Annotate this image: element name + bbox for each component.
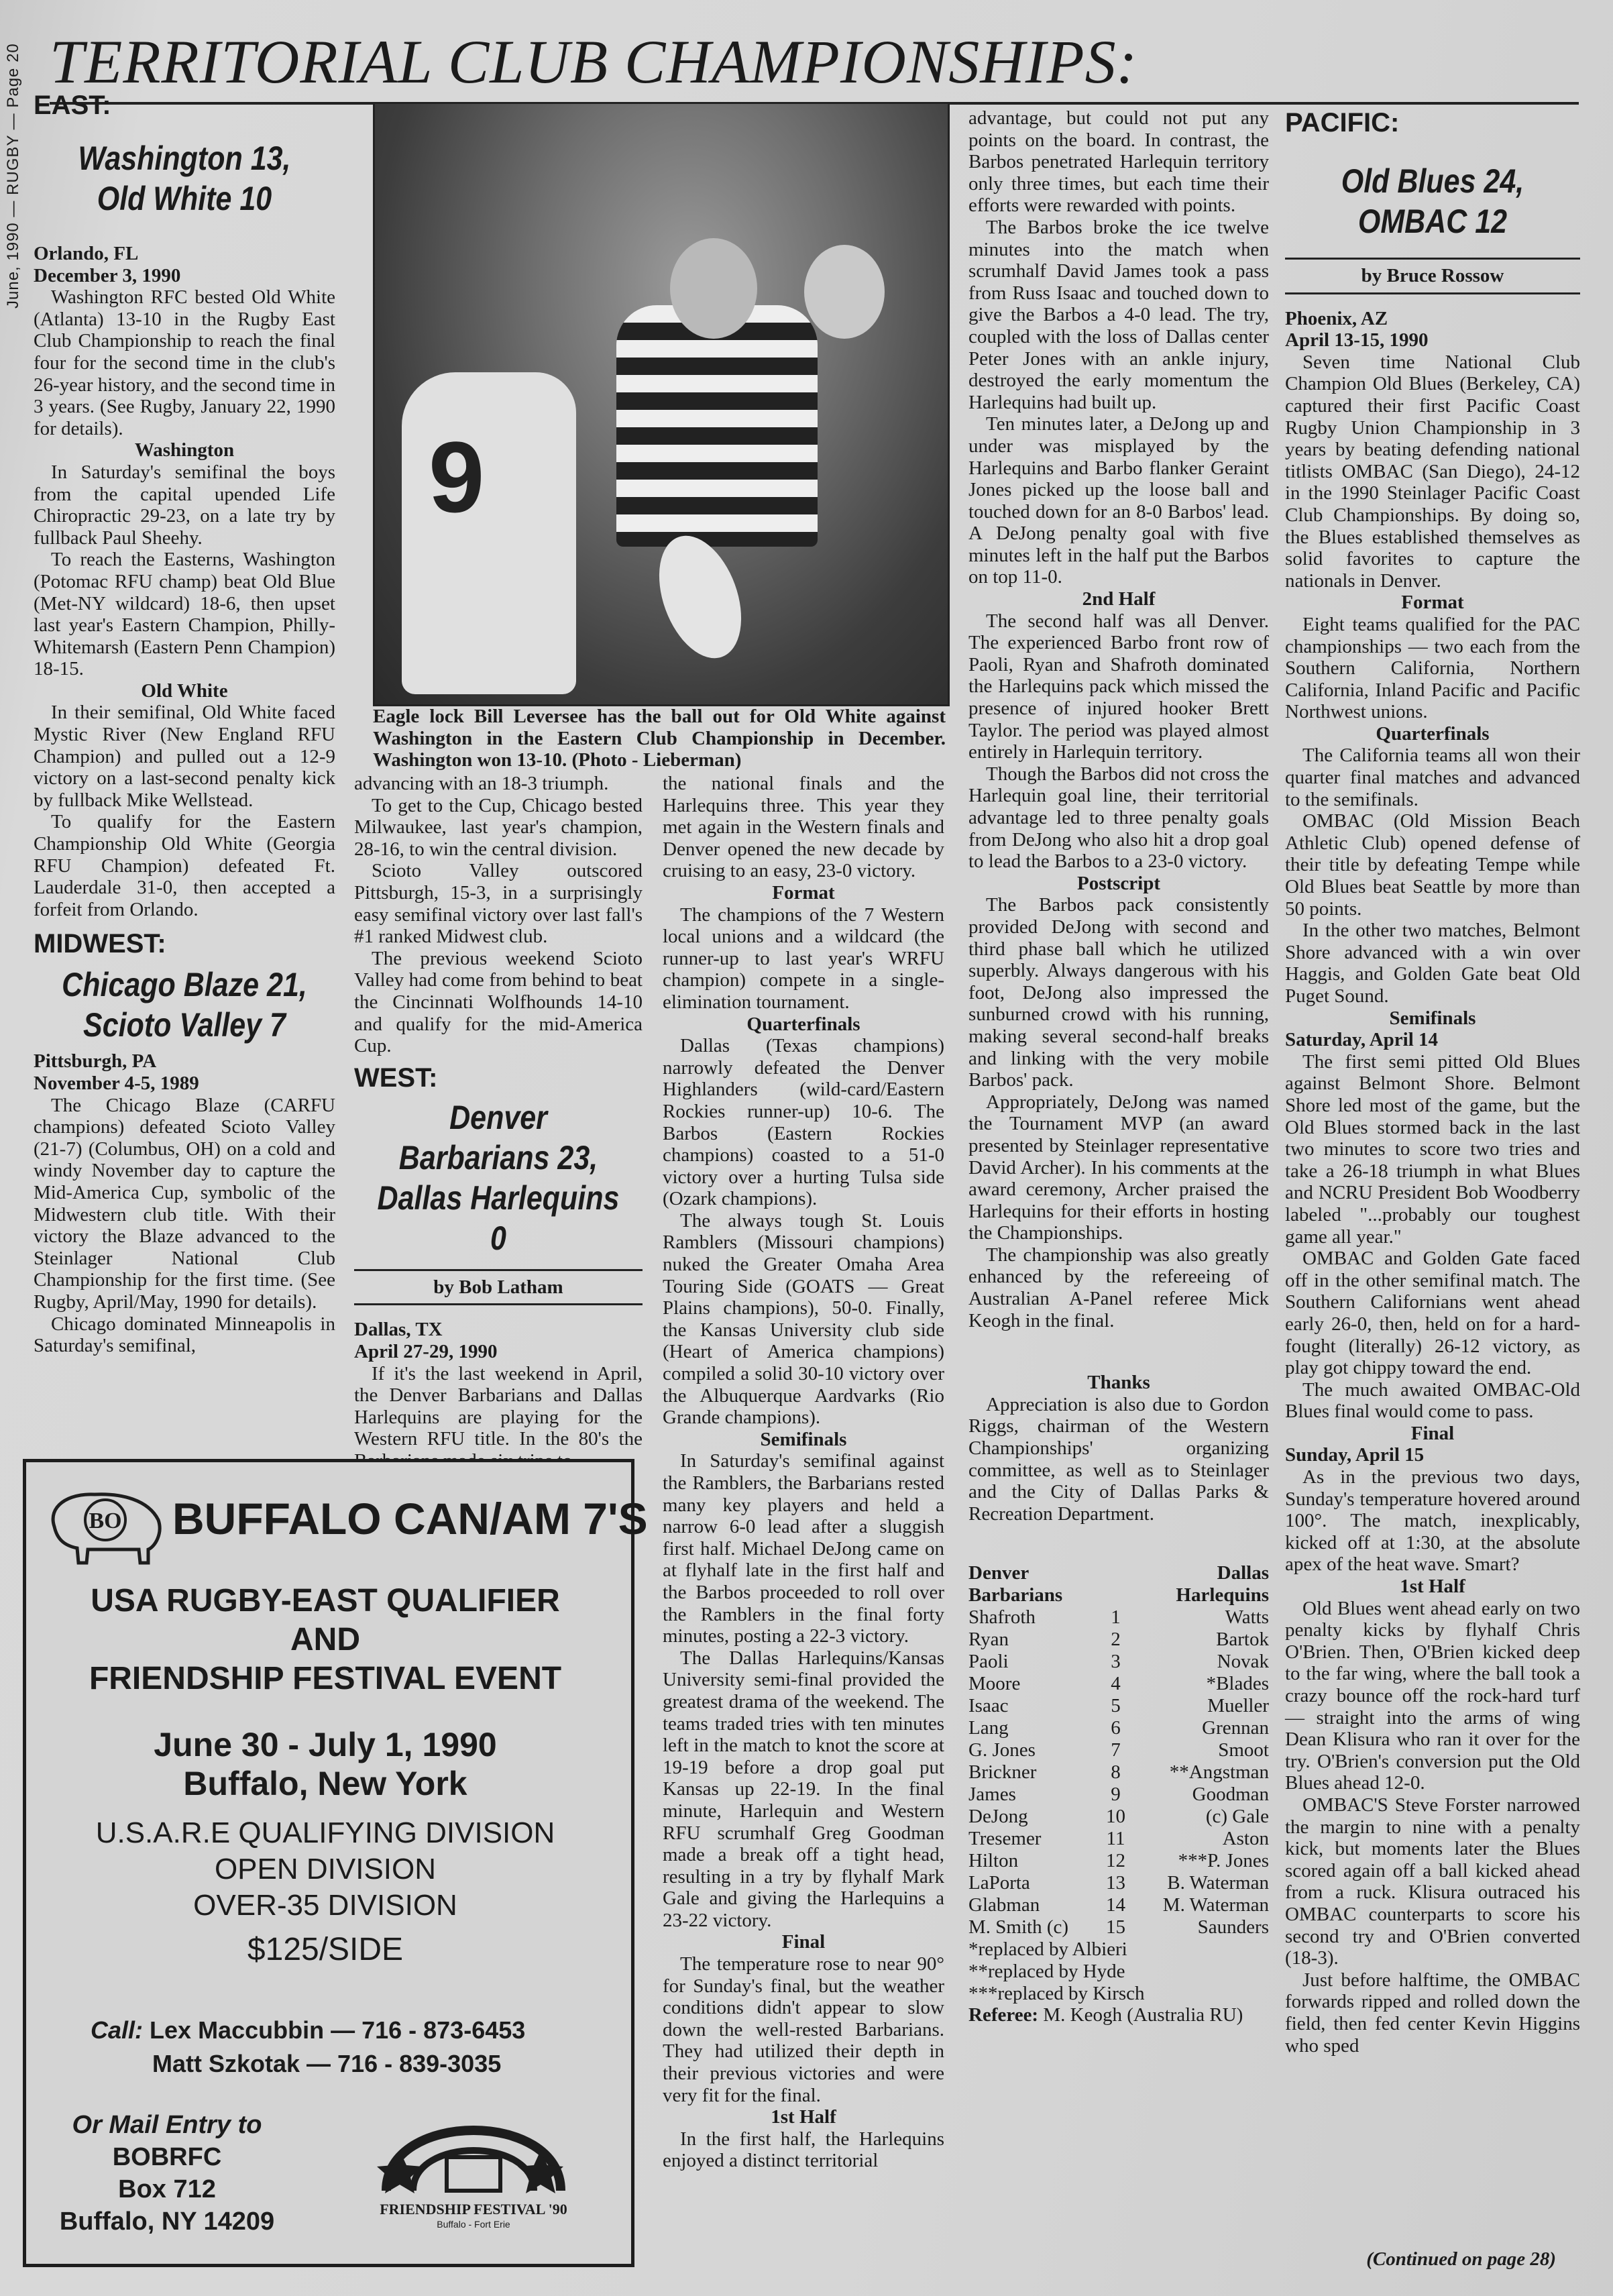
player-denver: M. Smith (c) — [968, 1916, 1069, 1938]
player-dallas: Saunders — [1197, 1916, 1269, 1938]
position-number: 5 — [1111, 1695, 1121, 1717]
subhead: Format — [772, 881, 835, 904]
paragraph: The first semi pitted Old Blues against Belmont Shore. Belmont Shore led most of the game, but the Old Blues stormed back in the last two minutes to score two tries and take a 26-18 triumph in what Blues and NCRU President Bob Woodberry labeled "...probably our toughest game all year." — [1285, 1050, 1580, 1248]
contact-line — [91, 2014, 614, 2047]
lineup-row — [968, 1695, 1269, 1717]
paragraph: The second half was all Denver. The experienced Barbo front row of Paoli, Ryan and Shafroth dominated the Harlequins pack which missed the presence of injured hooker Brett Taylor. The period was played almost entirely in Harlequin territory. — [968, 610, 1269, 763]
headline-midwest — [55, 965, 315, 1045]
paragraph: Ten minutes later, a DeJong up and under was misplayed by the Harlequins and Barbo flanker Geraint Jones picked up the loose ball and touched down for an 8-0 Barbos' lead. A DeJong penalty goal with five minutes left in the half put the Barbos on top 11-0. — [968, 413, 1269, 588]
dateline-place: Phoenix, AZ — [1285, 307, 1388, 329]
ad-contact — [91, 2014, 614, 2081]
player-denver: Brickner — [968, 1761, 1037, 1784]
dateline-date: April 13-15, 1990 — [1285, 329, 1429, 351]
lineup-rows — [968, 1606, 1269, 1938]
byline: by Bruce Rossow — [1285, 258, 1580, 294]
paragraph: advantage, but could not put any points on the board. In contrast, the Barbos penetrated Harlequin territory only three times, but each time their efforts were rewarded with points. — [968, 107, 1269, 217]
position-number: 2 — [1111, 1629, 1121, 1651]
paragraph: The championship was also greatly enhanced by the refereeing of Australian A-Panel referee Mick Keogh in the final. — [968, 1244, 1269, 1331]
headline-line: Denver — [449, 1098, 547, 1136]
player-denver: Shafroth — [968, 1606, 1036, 1629]
lineup-row — [968, 1651, 1269, 1673]
jersey-number: 9 — [429, 421, 485, 533]
headline-line: Dallas Harlequins 0 — [377, 1179, 620, 1257]
paragraph: The temperature rose to near 90° for Sunday's final, but the weather conditions didn't appear to slow down the well-rested Barbarians. They had utilized their depth in their previous victories and were very fit for the final. — [663, 1953, 944, 2106]
player-denver: G. Jones — [968, 1739, 1036, 1761]
subhead: Old White — [141, 679, 228, 702]
referee-name: M. Keogh (Australia RU) — [1043, 2004, 1243, 2026]
paragraph: Dallas (Texas champions) narrowly defeated the Denver Highlanders (wild-card/Eastern Rockies runner-up) 10-6. The Barbos (Eastern Rockies champions) coasted to a 51-0 victory over a hurting Tulsa side (Ozark champions). — [663, 1035, 944, 1210]
headline-line: Chicago Blaze 21, — [62, 966, 307, 1004]
paragraph: Eight teams qualified for the PAC championships — two each from the Southern California, Northern California, Inland Pacific and Pacific Northwest unions. — [1285, 613, 1580, 723]
paragraph: In Saturday's semifinal the boys from the capital upended Life Chiropractic 29-23, on a late try by fullback Paul Sheehy. — [34, 461, 335, 549]
column-west-start — [354, 773, 643, 1472]
column-west-end — [968, 107, 1269, 2026]
paragraph: Just before halftime, the OMBAC forwards ripped and rolled down the field, then fed center Kevin Higgins who sped — [1285, 1969, 1580, 2057]
subhead: 1st Half — [1400, 1576, 1465, 1598]
friendship-festival-logo — [363, 2083, 584, 2238]
headline-pacific — [1306, 161, 1559, 241]
player-denver: Paoli — [968, 1651, 1009, 1673]
position-number: 8 — [1111, 1761, 1121, 1784]
paragraph: In the other two matches, Belmont Shore advanced with a win over Haggis, and Golden Gate beat Old Puget Sound. — [1285, 920, 1580, 1007]
player-dallas: B. Waterman — [1167, 1872, 1269, 1894]
player-dallas: Bartok — [1216, 1629, 1269, 1651]
ad-division: U.S.A.R.E QUALIFYING DIVISION — [95, 1816, 555, 1849]
paragraph: The Dallas Harlequins/Kansas University semi-final provided the greatest drama of the weekend. The teams traded tries with ten minutes left in the match to knot the score at 19-19 before a drop goal put Kansas up 22-19. In the final minute, Harlequin and Western RFU scrumhalf Greg Goodman made a break off a tight head, resulting in a try by flyhalf Mark Gale and giving the Harlequins a 23-22 victory. — [663, 1647, 944, 1931]
headline-east — [55, 138, 315, 219]
team-name: Harlequins — [1176, 1584, 1269, 1606]
player-denver: Lang — [968, 1717, 1009, 1739]
player-denver: Tresemer — [968, 1828, 1042, 1850]
paragraph: If it's the last weekend in April, the Denver Barbarians and Dallas Harlequins are playing for the Western RFU title. In the 80's the — [354, 1362, 643, 1450]
subhead: 1st Half — [771, 2106, 836, 2128]
paragraph: Scioto Valley outscored Pittsburgh, 15-3, in a surprisingly easy semifinal victory over last fall's #1 ranked Midwest club. — [354, 860, 643, 948]
referee-label: Referee: — [968, 2004, 1039, 2026]
player-denver: Glabman — [968, 1894, 1040, 1916]
team-header-denver — [968, 1562, 1095, 1606]
festival-arch-icon — [373, 2083, 574, 2197]
lineup-row — [968, 1606, 1269, 1629]
player-head — [804, 245, 885, 339]
mail-line: Buffalo, NY 14209 — [59, 2207, 275, 2236]
ad-division: OVER-35 DIVISION — [193, 1889, 457, 1922]
paragraph: The previous weekend Scioto Valley had come from behind to beat the Cincinnati Wolfhounds 14-10 and qualify for the mid-America Cup. — [354, 947, 643, 1057]
subhead: Final — [1410, 1422, 1455, 1444]
position-number: 6 — [1111, 1717, 1121, 1739]
lineup-row — [968, 1784, 1269, 1806]
ad-line: AND — [290, 1622, 360, 1657]
continued-note: (Continued on page 28) — [1366, 2248, 1556, 2270]
paragraph: As in the previous two days, Sunday's temperature hovered around 100°. The match, inexplicably, kicked off at 1:30, at the absolute apex of the heat wave. Smart? — [1285, 1466, 1580, 1576]
paragraph: OMBAC'S Steve Forster narrowed the margin to nine with a penalty kick, but moments later the Blues scored again off a ball kicked ahead from a ruck. Klisura outraced his OMBAC counterparts to score his second try and O'Brien converted (18-3). — [1285, 1794, 1580, 1969]
lineup-row — [968, 1806, 1269, 1828]
replacement-note: ***replaced by Kirsch — [968, 1982, 1145, 2004]
team-name: Barbarians — [968, 1584, 1063, 1606]
team-name: Dallas — [1217, 1562, 1269, 1584]
position-number: 15 — [1106, 1916, 1126, 1938]
player-denver: LaPorta — [968, 1872, 1030, 1894]
lineup-row — [968, 1916, 1269, 1938]
rugby-photo — [373, 102, 950, 706]
subhead: Quarterfinals — [1376, 722, 1490, 745]
paragraph: In the first half, the Harlequins enjoyed a distinct territorial — [663, 2128, 944, 2172]
paragraph: OMBAC (Old Mission Beach Athletic Club) opened defense of their title by defeating Tempe while Old Blues beat Seattle by more than 50 points. — [1285, 810, 1580, 920]
paragraph: The champions of the 7 Western local unions and a wildcard (the runner-up to last year's WRFU champion) compete in a single-elimination tournament. — [663, 904, 944, 1013]
region-east: EAST: — [34, 91, 111, 120]
day-label: Saturday, April 14 — [1285, 1029, 1439, 1051]
paragraph: the national finals and the Harlequins three. This year they met again in the Western finals and Denver opened the new decade by cruising to an easy, 23-0 victory. — [663, 773, 944, 882]
paragraph: Seven time National Club Champion Old Blues (Berkeley, CA) captured their first Pacific Coast Rugby Union Championship in 3 years by beating defending national titlists OMBAC (San Diego), 24-12 in the 1990 Steinlager Pacific Coast Club Championships. By doing so, the Blues established themselves as solid favorites to capture the nationals in Denver. — [1285, 351, 1580, 592]
day-label: Sunday, April 15 — [1285, 1444, 1425, 1466]
column-east-midwest — [34, 90, 335, 1357]
subhead: Semifinals — [760, 1428, 847, 1450]
paragraph: Though the Barbos did not cross the Harlequin goal line, their territorial advantage led to three penalty goals from DeJong who also hit a drop goal to lead the Barbos to a 23-0 victory. — [968, 763, 1269, 873]
player-head — [670, 238, 757, 339]
masthead: TERRITORIAL CLUB CHAMPIONSHIPS: — [50, 28, 1138, 96]
subhead: Quarterfinals — [746, 1013, 860, 1035]
headline-line: Washington 13, — [78, 140, 291, 177]
ad-dates: June 30 - July 1, 1990 — [154, 1726, 497, 1763]
headline-line: Scioto Valley 7 — [83, 1006, 286, 1044]
player-dallas: Goodman — [1192, 1784, 1269, 1806]
player-denver: DeJong — [968, 1806, 1028, 1828]
position-number: 7 — [1111, 1739, 1121, 1761]
table-header-row — [968, 1562, 1269, 1606]
position-number: 3 — [1111, 1651, 1121, 1673]
lineup-row — [968, 1739, 1269, 1761]
ad-place: Buffalo, New York — [183, 1765, 467, 1802]
paragraph: Chicago dominated Minneapolis in Saturday's semifinal, — [34, 1313, 335, 1357]
ad-title: BUFFALO CAN/AM 7'S — [172, 1494, 648, 1543]
column-west-middle — [663, 773, 944, 2172]
subhead: Final — [781, 1931, 826, 1953]
position-number: 11 — [1106, 1828, 1125, 1850]
position-header — [1095, 1562, 1137, 1606]
replacement-note: **replaced by Hyde — [968, 1961, 1125, 1982]
position-number: 13 — [1106, 1872, 1126, 1894]
dateline-place: Orlando, FL — [34, 243, 139, 264]
position-number: 14 — [1106, 1894, 1126, 1916]
paragraph: The Barbos broke the ice twelve minutes into the match when scrumhalf David James took a pass from Russ Isaac and touched down to give the Barbos a 4-0 lead. The try, coupled with the loss of Dallas center Peter Jones with an ankle injury, destroyed the early momentum the Harlequins had built up. — [968, 216, 1269, 413]
lineup-row — [968, 1629, 1269, 1651]
dateline-date: November 4-5, 1989 — [34, 1073, 199, 1094]
region-pacific: PACIFIC: — [1285, 108, 1400, 138]
dateline-date: April 27-29, 1990 — [354, 1340, 498, 1362]
subhead: Format — [1401, 592, 1464, 614]
team-header-dallas — [1137, 1562, 1269, 1606]
lineup-row — [968, 1673, 1269, 1695]
player-dallas: Smoot — [1218, 1739, 1269, 1761]
team-lineup-table — [968, 1562, 1269, 1938]
headline-line: Old White 10 — [97, 180, 272, 217]
headline-line: Barbarians 23, — [398, 1138, 598, 1177]
ad-price: $125/SIDE — [247, 1932, 404, 1967]
paragraph: advancing with an 18-3 triumph. — [354, 773, 609, 794]
region-west: WEST: — [354, 1062, 438, 1093]
player-dallas: (c) Gale — [1205, 1806, 1269, 1828]
player-jersey — [402, 372, 576, 694]
lineup-row — [968, 1872, 1269, 1894]
paragraph: The California teams all won their quarter final matches and advanced to the semifinals. — [1285, 745, 1580, 810]
referee-line — [968, 2004, 1269, 2026]
paragraph: The Barbos pack consistently provided DeJong with second and third phase ball which he utilized superbly. Always dangerous with his foot, DeJong also impressed the sunburned crowd with his running, making several second-half breaks and linking with the very mobile Barbos' pack. — [968, 894, 1269, 1091]
player-dallas: *Blades — [1206, 1673, 1269, 1695]
region-midwest: MIDWEST: — [34, 929, 166, 959]
paragraph: In Saturday's semifinal against the Ramblers, the Barbarians rested many key players and held a narrow 6-0 lead after a sluggish first half. Michael DeJong came on at flyhalf late in the first half and the Barbos proceeded to roll over the Ramblers in the final forty minutes, posting a 22-3 victory. — [663, 1450, 944, 1647]
player-dallas: Novak — [1217, 1651, 1269, 1673]
bison-monogram: BO — [89, 1509, 122, 1533]
paragraph: Appropriately, DeJong was named the Tournament MVP (an award presented by Steinlager representative David Archer). In his comments at the award ceremony, Archer praised the Harlequins for their efforts in hosting the Championships. — [968, 1091, 1269, 1244]
contact-phone: Matt Szkotak — 716 - 839-3035 — [152, 2050, 502, 2077]
team-name: Denver — [968, 1562, 1030, 1584]
subhead: 2nd Half — [1082, 588, 1156, 610]
mail-line: Or Mail Entry to — [72, 2111, 262, 2139]
player-dallas: Grennan — [1202, 1717, 1269, 1739]
replacement-note: *replaced by Albieri — [968, 1938, 1127, 1961]
headline-line: Old Blues 24, — [1341, 162, 1524, 200]
hooped-jersey — [616, 305, 818, 547]
paragraph: OMBAC and Golden Gate faced off in the other semifinal match. The Southern Californians went ahead early 26-0, then, held on for a hard-fought (literally) 26-12 victory, as play got chippy toward the end. — [1285, 1248, 1580, 1379]
paragraph: To qualify for the Eastern Championship Old White (Georgia RFU Champion) defeated Ft. Lauderdale 31-0, then accepted a forfeit from Orlando. — [34, 811, 335, 920]
contact-line — [91, 2047, 614, 2081]
ad-line: USA RUGBY-EAST QUALIFIER — [91, 1583, 560, 1619]
byline: by Bob Latham — [354, 1269, 643, 1306]
subhead: Thanks — [1087, 1372, 1150, 1394]
dateline-place: Dallas, TX — [354, 1319, 443, 1341]
position-number: 1 — [1111, 1606, 1121, 1629]
logo-label: FRIENDSHIP FESTIVAL '90 — [380, 2201, 567, 2218]
player-dallas: ***P. Jones — [1178, 1850, 1269, 1872]
paragraph: To reach the Easterns, Washington (Potomac RFU champ) beat Old Blue (Met-NY wildcard) 18-6, then upset last year's Eastern Champion, Philly-Whitemarsh (Eastern Penn Champion) 18-15. — [34, 549, 335, 680]
subhead: Washington — [134, 439, 235, 461]
lineup-row — [968, 1761, 1269, 1784]
player-denver: Hilton — [968, 1850, 1019, 1872]
paragraph: Appreciation is also due to Gordon Riggs, chairman of the Western Championships' organizing committee, as well as to Steinlager and the City of Dallas Parks & Recreation Department. — [968, 1393, 1269, 1525]
paragraph: Old Blues went ahead early on two penalty kicks by flyhalf Chris O'Brien. Then, O'Brien kicked deep to the far wing, where the ball took a crazy bounce off the rock-hard turf — straight into the arms of wing Dean Klisura who ran it over for the try. O'Brien's conversion put the Old Blues ahead 12-0. — [1285, 1597, 1580, 1794]
headline-line: OMBAC 12 — [1357, 203, 1508, 240]
subhead: Semifinals — [1389, 1007, 1476, 1029]
player-dallas: Aston — [1222, 1828, 1269, 1850]
player-dallas: M. Waterman — [1162, 1894, 1269, 1916]
position-number: 4 — [1111, 1673, 1121, 1695]
headline-west — [374, 1097, 622, 1258]
position-number: 12 — [1106, 1850, 1126, 1872]
ad-mail — [40, 2109, 294, 2238]
buffalo-sevens-ad — [23, 1459, 648, 2267]
bison-icon — [41, 1480, 168, 1567]
position-number: 10 — [1106, 1806, 1126, 1828]
ad-line: FRIENDSHIP FESTIVAL EVENT — [89, 1661, 562, 1696]
lineup-row — [968, 1828, 1269, 1850]
player-denver: Isaac — [968, 1695, 1009, 1717]
player-dallas: **Angstman — [1169, 1761, 1269, 1784]
lineup-row — [968, 1850, 1269, 1872]
player-dallas: Mueller — [1207, 1695, 1269, 1717]
subhead: Postscript — [1076, 872, 1161, 894]
paragraph: The always tough St. Louis Ramblers (Missouri champions) nuked the Greater Omaha Area Touring Side (GOATS — Great Plains champions), 50-0. Finally, the Kansas University club side (Heart of America champions) compiled a solid 30-10 victory over the Albuquerque Aardvarks (Rio Grande champions). — [663, 1209, 944, 1429]
ad-division: OPEN DIVISION — [214, 1853, 437, 1885]
paragraph: In their semifinal, Old White faced Mystic River (New England RFU Champion) and pulled out a 12-9 victory on a last-second penalty kick by fullback Mike Wellstead. — [34, 702, 335, 811]
mail-line: Box 712 — [118, 2175, 216, 2203]
photo-caption: Eagle lock Bill Leversee has the ball out for Old White against Washington in the Eastern Club Championship in December. Washington won 13-10. (Photo - Lieberman) — [373, 706, 946, 771]
margin-note: June, 1990 — RUGBY — Page 20 — [4, 43, 22, 309]
player-denver: Moore — [968, 1673, 1021, 1695]
paragraph: Washington RFC bested Old White (Atlanta) 13-10 in the Rugby East Club Championship to reach the final four for the second time in the club's 26-year history, and the second time in 3 years. (See Rugby, January 22, 1990 for details). — [34, 286, 335, 439]
contact-phone: Lex Maccubbin — 716 - 873-6453 — [150, 2016, 526, 2044]
paragraph: To get to the Cup, Chicago bested Milwaukee, last year's champion, 28-16, to win the central division. — [354, 794, 643, 860]
player-denver: James — [968, 1784, 1016, 1806]
lineup-row — [968, 1717, 1269, 1739]
column-pacific — [1285, 107, 1580, 2057]
player-dallas: Watts — [1225, 1606, 1269, 1629]
mail-line: BOBRFC — [112, 2143, 222, 2171]
dateline-date: December 3, 1990 — [34, 264, 181, 286]
call-label: Call: — [91, 2016, 144, 2044]
position-number: 9 — [1111, 1784, 1121, 1806]
lineup-row — [968, 1894, 1269, 1916]
logo-sub: Buffalo - Fort Erie — [437, 2219, 510, 2230]
paragraph: The Chicago Blaze (CARFU champions) defeated Scioto Valley (21-7) (Columbus, OH) on a cold and windy November day to capture the Mid-America Cup, symbolic of the Midwestern club title. With their victory the Blaze advanced to the Steinlager National Club Championship for the first time. (See Rugby, April/May, 1990 for details). — [34, 1094, 335, 1313]
player-denver: Ryan — [968, 1629, 1009, 1651]
paragraph: The much awaited OMBAC-Old Blues final would come to pass. — [1285, 1378, 1580, 1423]
dateline-place: Pittsburgh, PA — [34, 1050, 157, 1073]
